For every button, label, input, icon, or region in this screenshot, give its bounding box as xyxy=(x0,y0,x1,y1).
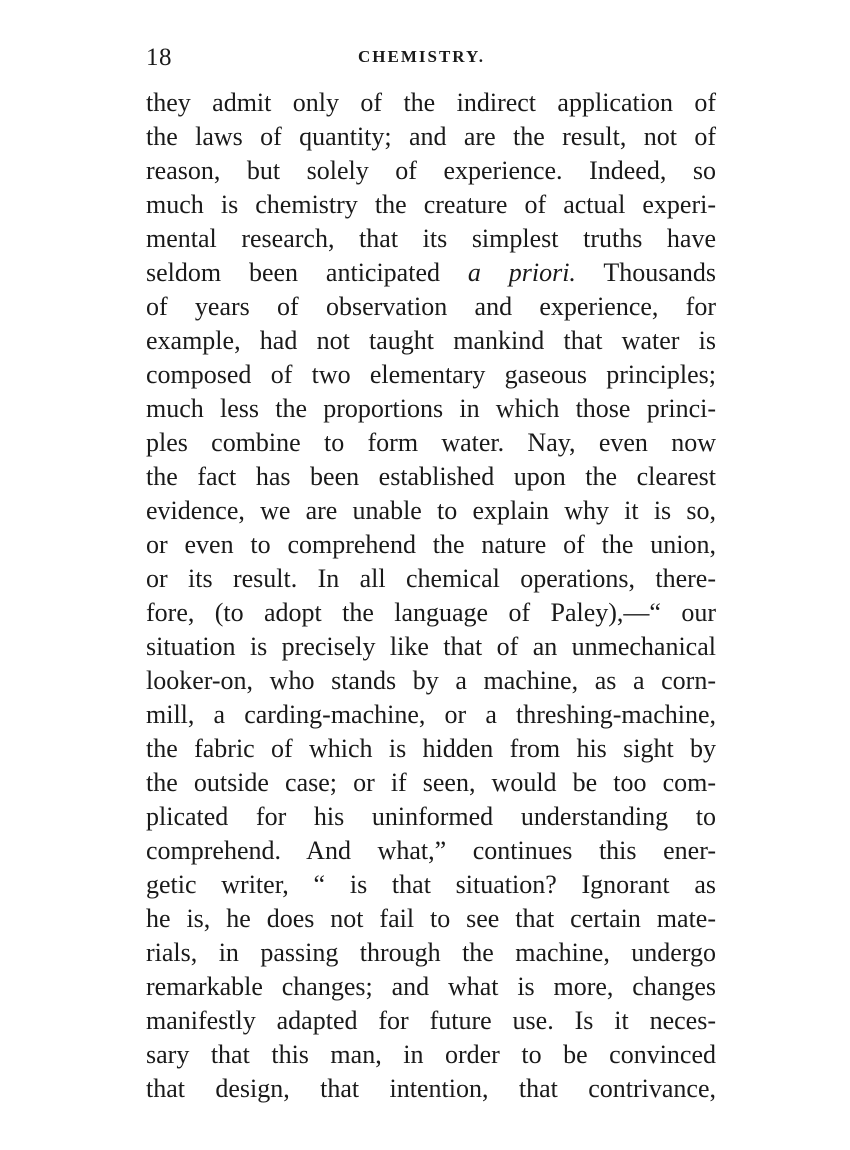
text-line xyxy=(146,902,716,936)
text-line xyxy=(146,358,716,392)
text-line xyxy=(146,800,716,834)
text-line xyxy=(146,188,716,222)
line-text: mental research, that its simplest truths have xyxy=(146,224,716,253)
line-text: the fact has been established upon the clearest xyxy=(146,462,716,491)
line-text: they admit only of the indirect application of xyxy=(146,88,716,117)
line-text: the outside case; or if seen, would be too com- xyxy=(146,768,716,797)
text-line xyxy=(146,1004,716,1038)
line-text: Thousands xyxy=(603,258,716,287)
line-text: reason, but solely of experience. Indeed, so xyxy=(146,156,716,185)
page-number: 18 xyxy=(146,44,172,71)
line-text: plicated for his uninformed understanding to xyxy=(146,802,716,831)
text-line xyxy=(146,766,716,800)
line-text: the fabric of which is hidden from his sight by xyxy=(146,734,716,763)
text-line xyxy=(146,256,716,290)
line-text: example, had not taught mankind that water is xyxy=(146,326,716,355)
line-text: or even to comprehend the nature of the union, xyxy=(146,530,716,559)
text-line xyxy=(146,664,716,698)
line-text: sary that this man, in order to be convinced xyxy=(146,1040,716,1069)
line-text: composed of two elementary gaseous principles; xyxy=(146,360,716,389)
line-text: seldom been anticipated xyxy=(146,258,440,287)
line-text: rials, in passing through the machine, undergo xyxy=(146,938,716,967)
line-text: ples combine to form water. Nay, even now xyxy=(146,428,716,457)
line-text: that design, that intention, that contrivance, xyxy=(146,1074,716,1103)
text-line xyxy=(146,120,716,154)
text-line xyxy=(146,86,716,120)
line-text: much less the proportions in which those princi- xyxy=(146,394,716,423)
text-line xyxy=(146,970,716,1004)
text-line xyxy=(146,630,716,664)
line-text: or its result. In all chemical operations, there- xyxy=(146,564,716,593)
line-text: getic writer, “ is that situation? Ignorant as xyxy=(146,870,716,899)
line-text: he is, he does not fail to see that certain mate- xyxy=(146,904,716,933)
text-line xyxy=(146,1038,716,1072)
text-line xyxy=(146,698,716,732)
line-text: manifestly adapted for future use. Is it neces- xyxy=(146,1006,716,1035)
text-line xyxy=(146,154,716,188)
line-text: fore, (to adopt the language of Paley),—“ our xyxy=(146,598,716,627)
text-line xyxy=(146,528,716,562)
text-line xyxy=(146,936,716,970)
text-line xyxy=(146,494,716,528)
text-line xyxy=(146,732,716,766)
text-line xyxy=(146,222,716,256)
text-line xyxy=(146,868,716,902)
text-line xyxy=(146,426,716,460)
line-text: looker-on, who stands by a machine, as a corn- xyxy=(146,666,716,695)
line-text: remarkable changes; and what is more, changes xyxy=(146,972,716,1001)
line-text: much is chemistry the creature of actual experi- xyxy=(146,190,716,219)
body-text xyxy=(146,86,716,1106)
line-text: of years of observation and experience, for xyxy=(146,292,716,321)
text-line xyxy=(146,834,716,868)
text-line xyxy=(146,290,716,324)
text-line xyxy=(146,596,716,630)
text-line xyxy=(146,392,716,426)
text-line xyxy=(146,460,716,494)
text-line xyxy=(146,324,716,358)
line-text: the laws of quantity; and are the result, not of xyxy=(146,122,716,151)
running-title: CHEMISTRY. xyxy=(358,47,485,66)
line-text: comprehend. And what,” continues this ener- xyxy=(146,836,716,865)
text-line xyxy=(146,1072,716,1106)
line-text: mill, a carding-machine, or a threshing-machine, xyxy=(146,700,716,729)
line-text: evidence, we are unable to explain why it is so, xyxy=(146,496,716,525)
italic-phrase: a priori. xyxy=(467,258,576,287)
text-line xyxy=(146,562,716,596)
line-text: situation is precisely like that of an unmechanical xyxy=(146,632,716,661)
